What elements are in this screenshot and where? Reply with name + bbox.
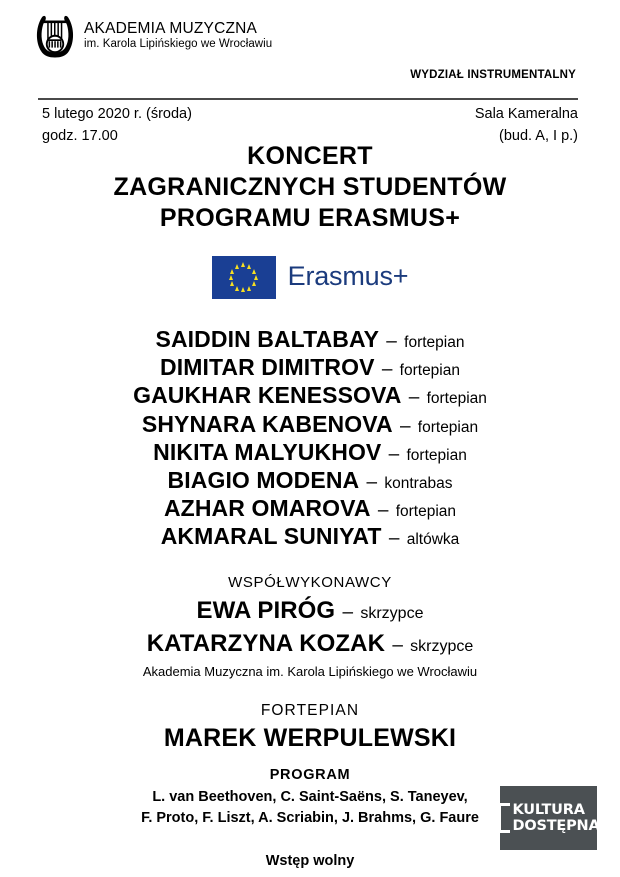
- performer-separator: –: [383, 528, 405, 550]
- co-performer-name: EWA PIRÓG: [196, 597, 336, 624]
- performer-separator: –: [376, 359, 398, 381]
- kultura-dostepna-badge: [500, 786, 600, 850]
- performer-name: DIMITAR DIMITROV: [160, 354, 375, 381]
- co-performers-label: WSPÓŁWYKONAWCY: [228, 574, 392, 591]
- performer-separator: –: [381, 331, 403, 352]
- event-time: godz. 17.00: [42, 128, 118, 145]
- kultura-line-1: KULTURA: [512, 801, 585, 818]
- poster-header: [0, 0, 620, 70]
- performer-instrument: fortepian: [406, 446, 467, 464]
- performer-separator: –: [383, 443, 405, 465]
- performer-instrument: fortepian: [399, 362, 460, 380]
- kultura-badge-inner: [498, 802, 600, 834]
- performer-separator: –: [394, 415, 416, 437]
- title-line-2: ZAGRANICZNYCH STUDENTÓW: [113, 172, 507, 201]
- co-performer-row: [0, 595, 620, 626]
- eu-star-icon: [230, 269, 234, 274]
- performer-instrument: kontrabas: [384, 474, 453, 492]
- performer-row: [0, 494, 620, 522]
- institution-name-line1: AKADEMIA MUZYCZNA: [84, 20, 258, 38]
- co-performers-section: [0, 572, 620, 681]
- eu-flag-icon: [212, 256, 276, 299]
- free-entry-note: Wstęp wolny: [265, 852, 355, 869]
- performer-name: GAUKHAR KENESSOVA: [133, 382, 402, 409]
- eu-star-icon: [230, 281, 234, 286]
- performer-row: [0, 466, 620, 494]
- performer-instrument: fortepian: [404, 334, 465, 351]
- performer-name: SHYNARA KABENOVA: [141, 410, 393, 437]
- co-performer-separator: –: [387, 635, 409, 657]
- co-performers-affiliation: Akademia Muzyczna im. Karola Lipińskiego we Wrocławiu: [142, 664, 478, 680]
- performer-instrument: fortepian: [426, 390, 487, 408]
- kultura-line-2: DOSTĘPNA: [512, 818, 600, 834]
- performer-name: NIKITA MALYUKHOV: [153, 438, 382, 465]
- title-line-1: KONCERT: [247, 142, 373, 170]
- eu-star-icon: [235, 286, 239, 291]
- venue-detail: (bud. A, I p.): [499, 128, 578, 145]
- co-performer-instrument: skrzypce: [360, 605, 424, 622]
- program-composers-line-1: L. van Beethoven, C. Saint-Saëns, S. Taneyev,: [152, 788, 468, 805]
- bracket-icon: [498, 803, 510, 833]
- program-label: PROGRAM: [269, 767, 351, 783]
- performer-separator: –: [361, 471, 383, 493]
- performer-separator: –: [372, 500, 394, 522]
- event-date: 5 lutego 2020 r. (środa): [42, 106, 192, 122]
- institution-name: [84, 18, 272, 52]
- eu-star-icon: [254, 275, 258, 280]
- eu-star-icon: [247, 286, 251, 291]
- venue-name: Sala Kameralna: [474, 106, 578, 122]
- performer-name: BIAGIO MODENA: [167, 466, 360, 493]
- program-composers-line-2: F. Proto, F. Liszt, A. Scriabin, J. Brahms, G. Faure: [141, 809, 479, 826]
- lyre-icon: [34, 12, 76, 58]
- co-performer-row: [0, 628, 620, 659]
- erasmus-wordmark: Erasmus+: [287, 260, 409, 291]
- performer-row: [0, 325, 620, 353]
- eu-star-icon: [252, 269, 256, 274]
- eu-star-icon: [252, 281, 256, 286]
- piano-label: FORTEPIAN: [260, 702, 360, 719]
- piano-accompanist-section: [0, 700, 620, 755]
- header-divider: [38, 98, 578, 100]
- institution-name-line2: im. Karola Lipińskiego we Wrocławiu: [84, 38, 273, 51]
- eu-star-icon: [229, 275, 233, 280]
- performer-instrument: fortepian: [395, 503, 457, 521]
- eu-star-icon: [241, 287, 245, 292]
- performer-name: SAIDDIN BALTABAY: [155, 326, 380, 352]
- co-performer-separator: –: [337, 602, 359, 623]
- institution-brand: [34, 12, 272, 58]
- performer-instrument: fortepian: [417, 418, 479, 436]
- eu-star-icon: [247, 264, 251, 269]
- performers-list: [0, 325, 620, 550]
- performer-name: AKMARAL SUNIYAT: [160, 523, 382, 550]
- co-performer-name: KATARZYNA KOZAK: [146, 630, 386, 658]
- performer-row: [0, 410, 620, 438]
- performer-instrument: altówka: [406, 531, 460, 549]
- title-line-3: PROGRAMU ERASMUS+: [159, 203, 461, 232]
- co-performers-list: [0, 595, 620, 659]
- performer-separator: –: [403, 387, 425, 409]
- performer-row: [0, 353, 620, 381]
- co-performer-instrument: skrzypce: [410, 638, 474, 656]
- performer-row: [0, 522, 620, 550]
- erasmus-logo: [0, 256, 620, 299]
- page-title: [0, 141, 620, 233]
- eu-star-icon: [235, 264, 239, 269]
- performer-row: [0, 438, 620, 466]
- performer-name: AZHAR OMAROVA: [163, 495, 371, 522]
- faculty-label: WYDZIAŁ INSTRUMENTALNY: [410, 69, 576, 81]
- piano-accompanist-name: MAREK WERPULEWSKI: [163, 724, 457, 753]
- kultura-badge-text: [513, 802, 600, 834]
- performer-row: [0, 381, 620, 409]
- eu-star-icon: [241, 262, 245, 267]
